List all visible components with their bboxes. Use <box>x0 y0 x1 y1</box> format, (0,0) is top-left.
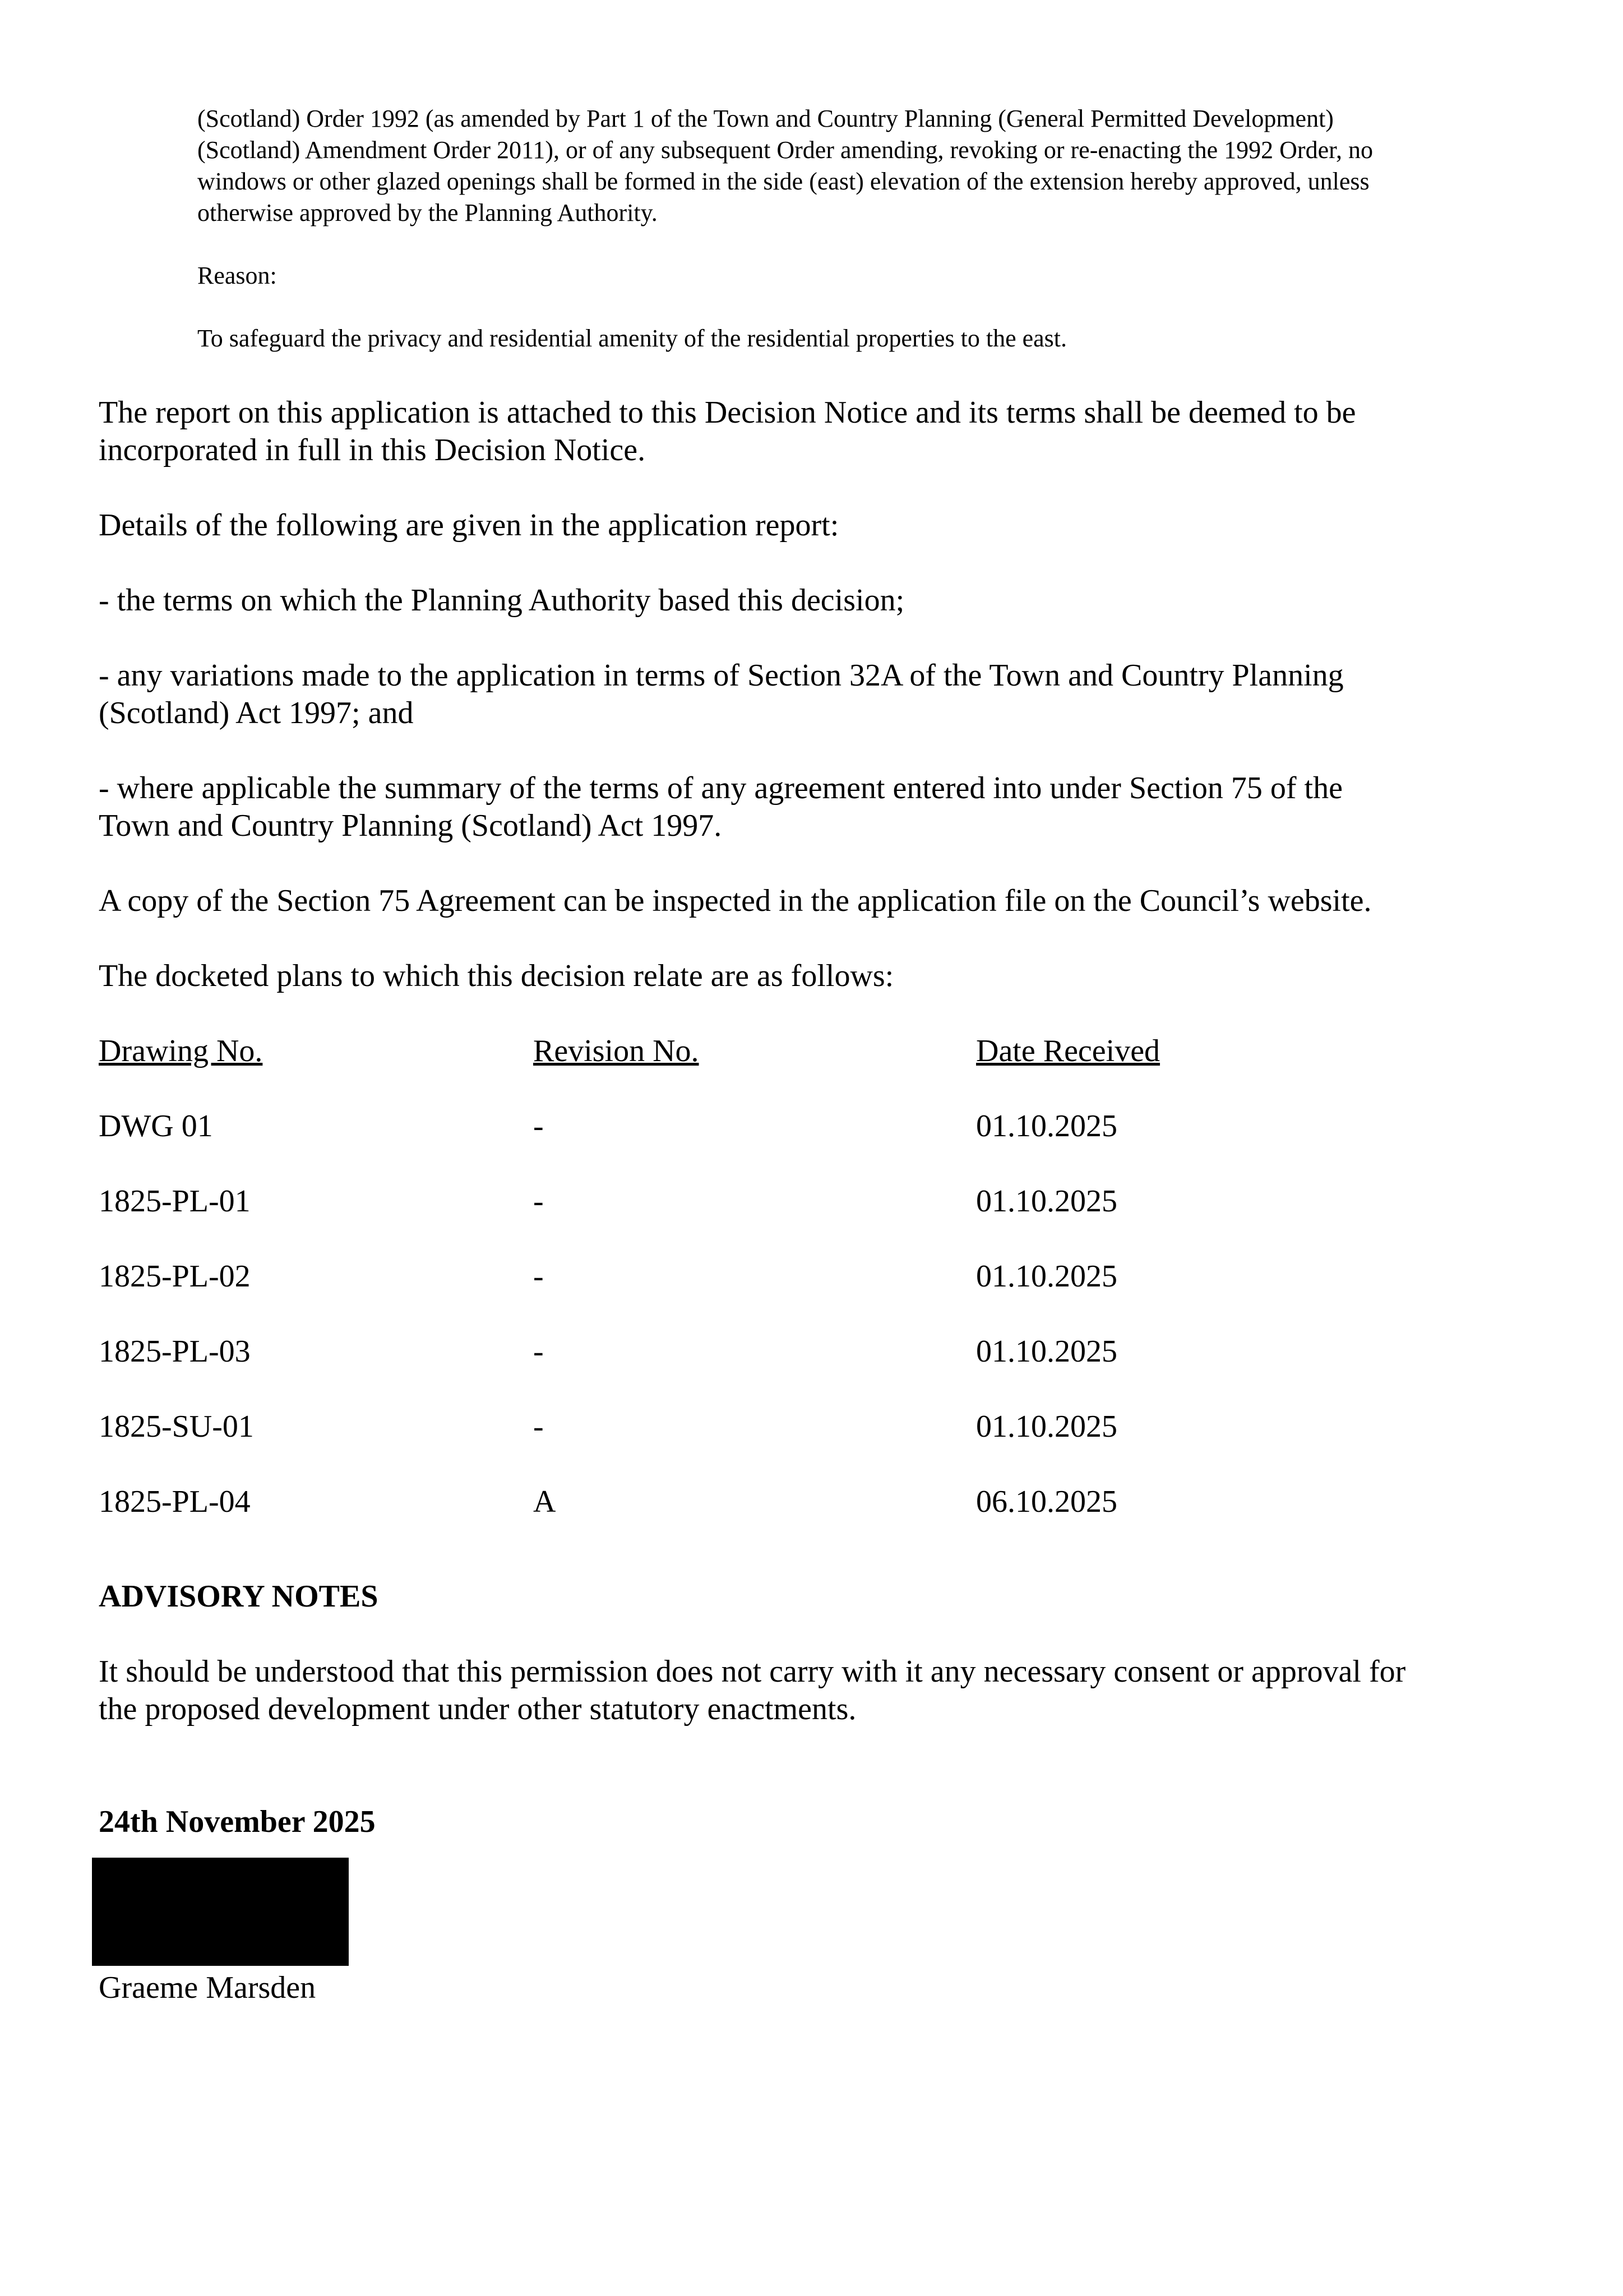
table-header-row <box>99 1033 1312 1108</box>
signatory-name: Graeme Marsden <box>99 1970 316 2005</box>
header-revision-no: Revision No. <box>533 1034 699 1068</box>
table-row <box>99 1483 1312 1558</box>
drawing-no-cell: DWG 01 <box>99 1109 213 1144</box>
revision-no-cell: - <box>533 1409 544 1444</box>
date-received-cell: 01.10.2025 <box>976 1184 1117 1219</box>
detail-item-variations: - any variations made to the application in terms of Section 32A of the Town and Country Planning (Scotland) Act 1997; and <box>99 658 1344 730</box>
redacted-signature <box>92 1858 349 1966</box>
drawing-no-cell: 1825-PL-03 <box>99 1334 251 1369</box>
date-received-cell: 01.10.2025 <box>976 1259 1117 1294</box>
revision-no-cell: - <box>533 1109 544 1144</box>
drawing-no-cell: 1825-PL-02 <box>99 1259 251 1294</box>
date-received-cell: 01.10.2025 <box>976 1409 1117 1444</box>
condition-block <box>197 103 1386 354</box>
reason-label: Reason: <box>197 262 277 289</box>
reason-text: To safeguard the privacy and residential amenity of the residential properties to the east. <box>197 325 1067 352</box>
advisory-notes-heading: ADVISORY NOTES <box>99 1579 378 1614</box>
revision-no-cell: A <box>533 1484 556 1519</box>
header-date-received: Date Received <box>976 1034 1160 1068</box>
section75-note: A copy of the Section 75 Agreement can be inspected in the application file on the Council’s website. <box>99 883 1372 918</box>
date-received-cell: 06.10.2025 <box>976 1484 1117 1519</box>
detail-item-decision-terms: - the terms on which the Planning Authority based this decision; <box>99 583 905 618</box>
table-row <box>99 1333 1312 1408</box>
header-drawing-no: Drawing No. <box>99 1034 263 1068</box>
detail-item-section75: - where applicable the summary of the terms of any agreement entered into under Section 75 of the Town and Country Planning (Scotland) Act 1997. <box>99 771 1343 843</box>
condition-text: (Scotland) Order 1992 (as amended by Part 1 of the Town and Country Planning (General Permitted Development) (Scotland) Amendment Order 2011), or of any subsequent Order amending, revoking or re-enacting the 1992 Order, no windows or other glazed openings shall be formed in the side (east) elevation of the extension hereby approved, unless otherwise approved by the Planning Authority. <box>197 105 1374 226</box>
table-row <box>99 1258 1312 1333</box>
date-received-cell: 01.10.2025 <box>976 1334 1117 1369</box>
advisory-notes-text: It should be understood that this permission does not carry with it any necessary consent or approval for the proposed development under other statutory enactments. <box>99 1654 1406 1726</box>
plans-intro: The docketed plans to which this decision relate are as follows: <box>99 959 894 993</box>
decision-notice-body <box>99 394 1411 2007</box>
signoff-date: 24th November 2025 <box>99 1804 376 1839</box>
revision-no-cell: - <box>533 1259 544 1294</box>
drawing-no-cell: 1825-PL-01 <box>99 1184 251 1219</box>
table-row <box>99 1408 1312 1483</box>
revision-no-cell: - <box>533 1184 544 1219</box>
docketed-plans-table <box>99 1033 1312 1558</box>
report-statement: The report on this application is attached to this Decision Notice and its terms shall be deemed to be incorporated in full in this Decision Notice. <box>99 395 1356 467</box>
table-row <box>99 1183 1312 1258</box>
revision-no-cell: - <box>533 1334 544 1369</box>
date-received-cell: 01.10.2025 <box>976 1109 1117 1144</box>
table-row <box>99 1108 1312 1183</box>
drawing-no-cell: 1825-PL-04 <box>99 1484 251 1519</box>
drawing-no-cell: 1825-SU-01 <box>99 1409 254 1444</box>
details-intro: Details of the following are given in the application report: <box>99 508 839 543</box>
